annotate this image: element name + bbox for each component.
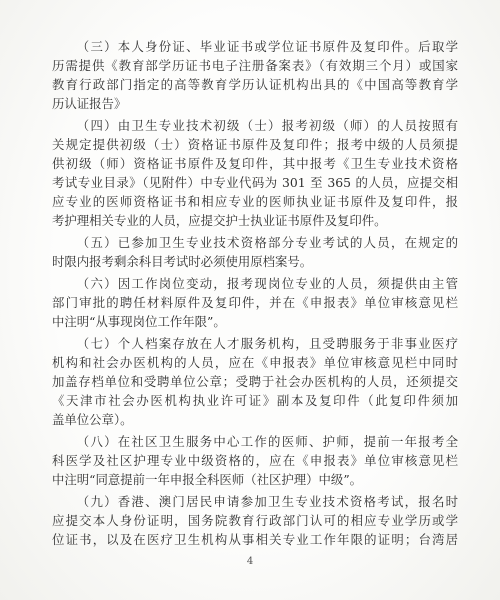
paragraph-line: 历认证报告》: [52, 96, 127, 111]
paragraph-line: 应专业的医师资格证书和相应专业的医师执业证书原件及复印件，报: [52, 194, 458, 209]
paragraph-line: 位证书，以及在医疗卫生机构从事相关专业工作年限的证明；台湾居: [52, 532, 458, 547]
paragraph-line: 供初级（师）资格证书原件及复印件，其中报考《卫生专业技术资格: [52, 156, 458, 171]
paragraph-line: 应提交本人身份证明，国务院教育行政部门认可的相应专业学历或学: [52, 513, 458, 528]
paragraph-line: 历需提供《教育部学历证书电子注册备案表》（有效期三个月）或国家: [52, 58, 458, 73]
paragraph-5: [52, 233, 458, 271]
paragraph-line: 考试专业目录》（见附件）中专业代码为 301 至 365 的人员，应提交相: [52, 175, 458, 190]
paragraph-line: （八）在社区卫生服务中心工作的医师、护师，提前一年报考全: [76, 434, 458, 449]
paragraph-line: 时限内报考剩余科目考试时必须使用原档案号。: [52, 254, 313, 269]
paragraph-line: 关规定提供初级（士）资格证书原件及复印件；报考中级的人员须提: [52, 137, 458, 152]
paragraph-line: （七）个人档案存放在人才服务机构，且受聘服务于非事业医疗: [76, 336, 458, 351]
paragraph-8: [52, 432, 458, 489]
paragraph-line: 加盖存档单位和受聘单位公章；受聘于社会办医机构的人员，还须提交: [52, 374, 458, 389]
paragraph-line: （四）由卫生专业技术初级（士）报考初级（师）的人员按照有: [76, 118, 458, 133]
paragraph-line: 中注明“同意提前一年申报全科医师（社区护理）中级”。: [52, 472, 363, 487]
paragraph-line: （六）因工作岗位变动，报考现岗位专业的人员，须提供由主管: [76, 276, 458, 291]
paragraph-7: [52, 334, 458, 429]
body-text: [52, 37, 458, 552]
paragraph-4: [52, 116, 458, 230]
paragraph-line: 中注明“从事现岗位工作年限”。: [52, 314, 226, 329]
paragraph-line: （九）香港、澳门居民申请参加卫生专业技术资格考试，报名时: [76, 494, 458, 509]
paragraph-line: 《天津市社会办医机构执业许可证》副本及复印件（此复印件须加: [52, 393, 458, 408]
paragraph-line: （五）已参加卫生专业技术资格部分专业考试的人员，在规定的: [76, 235, 458, 250]
paragraph-line: 考护理相关专业的人员，应提交护士执业证书原件及复印件。: [52, 213, 387, 228]
paragraph-9: [52, 492, 458, 549]
paragraph-6: [52, 274, 458, 331]
page-number: 4: [246, 556, 254, 567]
paragraph-line: 教育行政部门指定的高等教育学历认证机构出具的《中国高等教育学: [52, 77, 458, 92]
paragraph-line: 盖单位公章）。: [52, 412, 133, 427]
paragraph-line: 机构和社会办医机构的人员，应在《申报表》单位审核意见栏中同时: [52, 355, 458, 370]
paragraph-3: [52, 37, 458, 113]
paragraph-line: 科医学及社区护理专业中级资格的，应在《申报表》单位审核意见栏: [52, 453, 458, 468]
paragraph-line: 部门审批的聘任材料原件及复印件，并在《申报表》单位审核意见栏: [52, 295, 458, 310]
paragraph-line: （三）本人身份证、毕业证书或学位证书原件及复印件。后取学: [76, 39, 458, 54]
